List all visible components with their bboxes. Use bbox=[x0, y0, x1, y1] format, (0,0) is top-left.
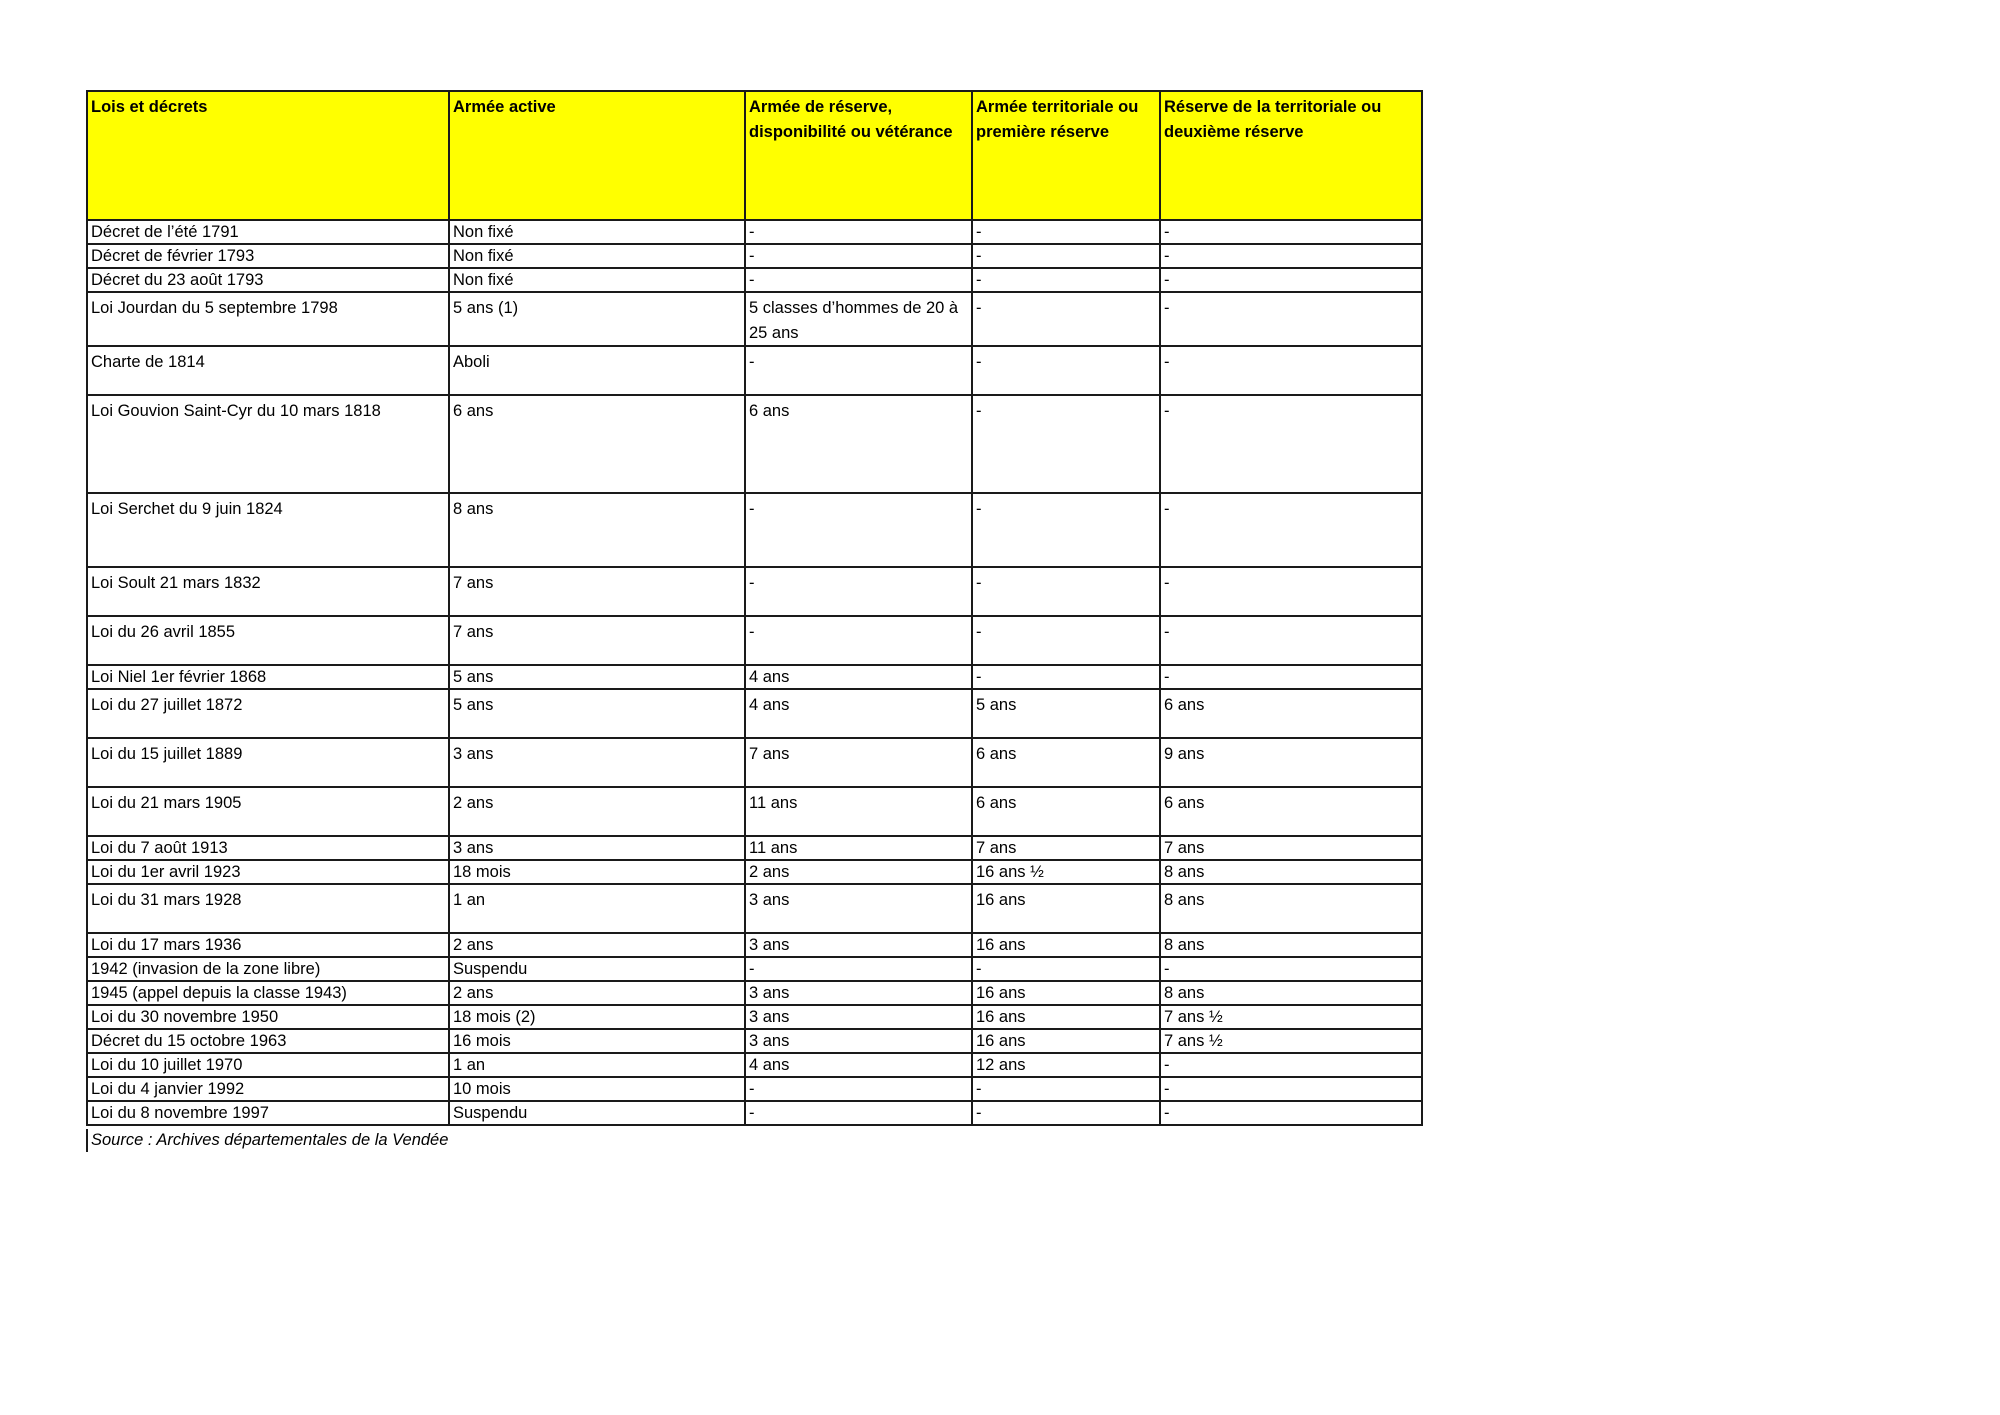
table-cell: - bbox=[1160, 395, 1422, 493]
table-cell: 6 ans bbox=[745, 395, 972, 493]
table-cell: - bbox=[1160, 1101, 1422, 1125]
table-row bbox=[87, 1101, 1422, 1125]
table-cell: Aboli bbox=[449, 346, 745, 395]
table-cell: 7 ans ½ bbox=[1160, 1029, 1422, 1053]
table-cell: 1 an bbox=[449, 1053, 745, 1077]
header-row bbox=[87, 91, 1422, 220]
table-cell: Loi du 7 août 1913 bbox=[87, 836, 449, 860]
table-cell: - bbox=[972, 220, 1160, 244]
table-body bbox=[87, 220, 1422, 1125]
table-cell: - bbox=[1160, 616, 1422, 665]
table-row bbox=[87, 860, 1422, 884]
table-cell: 3 ans bbox=[745, 1005, 972, 1029]
table-cell: 16 ans bbox=[972, 1029, 1160, 1053]
table-cell: - bbox=[745, 346, 972, 395]
table-row bbox=[87, 493, 1422, 567]
table-cell: - bbox=[972, 268, 1160, 292]
table-cell: - bbox=[745, 244, 972, 268]
table-cell: - bbox=[972, 1101, 1160, 1125]
header-cell: Armée active bbox=[449, 91, 745, 220]
table-cell: 16 ans bbox=[972, 981, 1160, 1005]
table-cell: 1942 (invasion de la zone libre) bbox=[87, 957, 449, 981]
table-cell: 8 ans bbox=[1160, 981, 1422, 1005]
table-cell: 2 ans bbox=[745, 860, 972, 884]
table-cell: 6 ans bbox=[972, 738, 1160, 787]
table-cell: 4 ans bbox=[745, 665, 972, 689]
table-cell: 8 ans bbox=[1160, 860, 1422, 884]
table-row bbox=[87, 981, 1422, 1005]
table-row bbox=[87, 1005, 1422, 1029]
table-row bbox=[87, 836, 1422, 860]
table-cell: - bbox=[1160, 567, 1422, 616]
table-cell: 8 ans bbox=[449, 493, 745, 567]
table-row bbox=[87, 738, 1422, 787]
table-cell: Loi Serchet du 9 juin 1824 bbox=[87, 493, 449, 567]
table-cell: 16 ans ½ bbox=[972, 860, 1160, 884]
table-cell: 16 ans bbox=[972, 884, 1160, 933]
table-cell: 8 ans bbox=[1160, 884, 1422, 933]
table-row bbox=[87, 395, 1422, 493]
table-cell: Décret du 23 août 1793 bbox=[87, 268, 449, 292]
table-row bbox=[87, 292, 1422, 346]
header-cell: Armée territoriale ou première réserve bbox=[972, 91, 1160, 220]
table-row bbox=[87, 689, 1422, 738]
table-cell: 7 ans bbox=[1160, 836, 1422, 860]
table-cell: - bbox=[972, 957, 1160, 981]
table-cell: - bbox=[972, 292, 1160, 346]
table-cell: - bbox=[1160, 220, 1422, 244]
header-cell: Lois et décrets bbox=[87, 91, 449, 220]
table-cell: - bbox=[745, 1101, 972, 1125]
table-cell: 1945 (appel depuis la classe 1943) bbox=[87, 981, 449, 1005]
table-cell: 5 ans bbox=[449, 689, 745, 738]
table-cell: Charte de 1814 bbox=[87, 346, 449, 395]
table-cell: 9 ans bbox=[1160, 738, 1422, 787]
table-row bbox=[87, 268, 1422, 292]
header-cell: Armée de réserve, disponibilité ou vétérance bbox=[745, 91, 972, 220]
table-cell: 2 ans bbox=[449, 787, 745, 836]
table-row bbox=[87, 1077, 1422, 1101]
table-cell: - bbox=[745, 493, 972, 567]
spreadsheet bbox=[86, 90, 1423, 1126]
table-cell: 3 ans bbox=[745, 981, 972, 1005]
table-cell: 5 ans bbox=[449, 665, 745, 689]
table-row bbox=[87, 346, 1422, 395]
table-cell: 6 ans bbox=[972, 787, 1160, 836]
table-cell: - bbox=[745, 1077, 972, 1101]
table-cell: 11 ans bbox=[745, 787, 972, 836]
table-cell: Loi du 31 mars 1928 bbox=[87, 884, 449, 933]
table-row bbox=[87, 567, 1422, 616]
table-row bbox=[87, 933, 1422, 957]
table-cell: 7 ans bbox=[972, 836, 1160, 860]
table-cell: Loi du 1er avril 1923 bbox=[87, 860, 449, 884]
table-cell: Loi du 21 mars 1905 bbox=[87, 787, 449, 836]
table-cell: 16 ans bbox=[972, 933, 1160, 957]
table-cell: Décret de l’été 1791 bbox=[87, 220, 449, 244]
table-cell: - bbox=[745, 957, 972, 981]
table-cell: - bbox=[745, 220, 972, 244]
table-cell: Loi du 26 avril 1855 bbox=[87, 616, 449, 665]
table-cell: - bbox=[972, 493, 1160, 567]
table-cell: Loi Niel 1er février 1868 bbox=[87, 665, 449, 689]
table-cell: 3 ans bbox=[745, 884, 972, 933]
table-cell: Loi Soult 21 mars 1832 bbox=[87, 567, 449, 616]
table-cell: - bbox=[745, 616, 972, 665]
table-cell: Non fixé bbox=[449, 268, 745, 292]
table-cell: - bbox=[972, 616, 1160, 665]
table-cell: - bbox=[745, 567, 972, 616]
table-cell: 5 ans bbox=[972, 689, 1160, 738]
table-cell: 5 classes d’hommes de 20 à 25 ans bbox=[745, 292, 972, 346]
table-cell: - bbox=[1160, 957, 1422, 981]
table-cell: Loi du 17 mars 1936 bbox=[87, 933, 449, 957]
source-text: Source : Archives départementales de la Vendée bbox=[91, 1131, 449, 1149]
table-cell: Décret de février 1793 bbox=[87, 244, 449, 268]
table-row bbox=[87, 665, 1422, 689]
table-cell: 3 ans bbox=[449, 738, 745, 787]
table-cell: 6 ans bbox=[1160, 689, 1422, 738]
table-cell: 5 ans (1) bbox=[449, 292, 745, 346]
table-cell: 6 ans bbox=[449, 395, 745, 493]
table-cell: 2 ans bbox=[449, 933, 745, 957]
table-cell: - bbox=[1160, 493, 1422, 567]
table-cell: - bbox=[972, 395, 1160, 493]
table-cell: - bbox=[1160, 292, 1422, 346]
table-cell: 8 ans bbox=[1160, 933, 1422, 957]
table-cell: - bbox=[1160, 1077, 1422, 1101]
table-cell: Loi du 8 novembre 1997 bbox=[87, 1101, 449, 1125]
table-cell: 7 ans bbox=[745, 738, 972, 787]
table-cell: 3 ans bbox=[449, 836, 745, 860]
table-cell: 4 ans bbox=[745, 1053, 972, 1077]
table-cell: 16 mois bbox=[449, 1029, 745, 1053]
table-cell: - bbox=[972, 1077, 1160, 1101]
table-cell: Non fixé bbox=[449, 220, 745, 244]
table-cell: - bbox=[1160, 346, 1422, 395]
table-cell: 7 ans bbox=[449, 567, 745, 616]
table-cell: - bbox=[1160, 244, 1422, 268]
table-cell: 3 ans bbox=[745, 1029, 972, 1053]
table-row bbox=[87, 616, 1422, 665]
military-service-table bbox=[86, 90, 1423, 1126]
table-cell: 18 mois (2) bbox=[449, 1005, 745, 1029]
table-cell: 18 mois bbox=[449, 860, 745, 884]
table-cell: 16 ans bbox=[972, 1005, 1160, 1029]
table-cell: Suspendu bbox=[449, 957, 745, 981]
table-cell: - bbox=[745, 268, 972, 292]
table-cell: Loi du 4 janvier 1992 bbox=[87, 1077, 449, 1101]
table-row bbox=[87, 220, 1422, 244]
table-row bbox=[87, 244, 1422, 268]
table-row bbox=[87, 1053, 1422, 1077]
table-cell: 2 ans bbox=[449, 981, 745, 1005]
table-cell: - bbox=[972, 244, 1160, 268]
table-cell: 4 ans bbox=[745, 689, 972, 738]
table-cell: Loi du 15 juillet 1889 bbox=[87, 738, 449, 787]
table-cell: Non fixé bbox=[449, 244, 745, 268]
table-cell: 1 an bbox=[449, 884, 745, 933]
table-cell: 7 ans bbox=[449, 616, 745, 665]
table-cell: Loi du 27 juillet 1872 bbox=[87, 689, 449, 738]
table-row bbox=[87, 1029, 1422, 1053]
header-cell: Réserve de la territoriale ou deuxième réserve bbox=[1160, 91, 1422, 220]
table-cell: - bbox=[972, 665, 1160, 689]
table-cell: - bbox=[1160, 268, 1422, 292]
table-cell: - bbox=[1160, 1053, 1422, 1077]
table-cell: - bbox=[972, 567, 1160, 616]
table-cell: Loi Gouvion Saint-Cyr du 10 mars 1818 bbox=[87, 395, 449, 493]
table-cell: Décret du 15 octobre 1963 bbox=[87, 1029, 449, 1053]
table-row bbox=[87, 884, 1422, 933]
table-cell: 6 ans bbox=[1160, 787, 1422, 836]
source-note bbox=[86, 1129, 448, 1152]
table-cell: - bbox=[972, 346, 1160, 395]
table-cell: 11 ans bbox=[745, 836, 972, 860]
table-cell: Loi du 30 novembre 1950 bbox=[87, 1005, 449, 1029]
table-cell: 12 ans bbox=[972, 1053, 1160, 1077]
table-cell: - bbox=[1160, 665, 1422, 689]
table-cell: Suspendu bbox=[449, 1101, 745, 1125]
table-row bbox=[87, 787, 1422, 836]
table-row bbox=[87, 957, 1422, 981]
table-cell: Loi du 10 juillet 1970 bbox=[87, 1053, 449, 1077]
table-cell: 7 ans ½ bbox=[1160, 1005, 1422, 1029]
table-cell: 3 ans bbox=[745, 933, 972, 957]
table-cell: 10 mois bbox=[449, 1077, 745, 1101]
table-cell: Loi Jourdan du 5 septembre 1798 bbox=[87, 292, 449, 346]
